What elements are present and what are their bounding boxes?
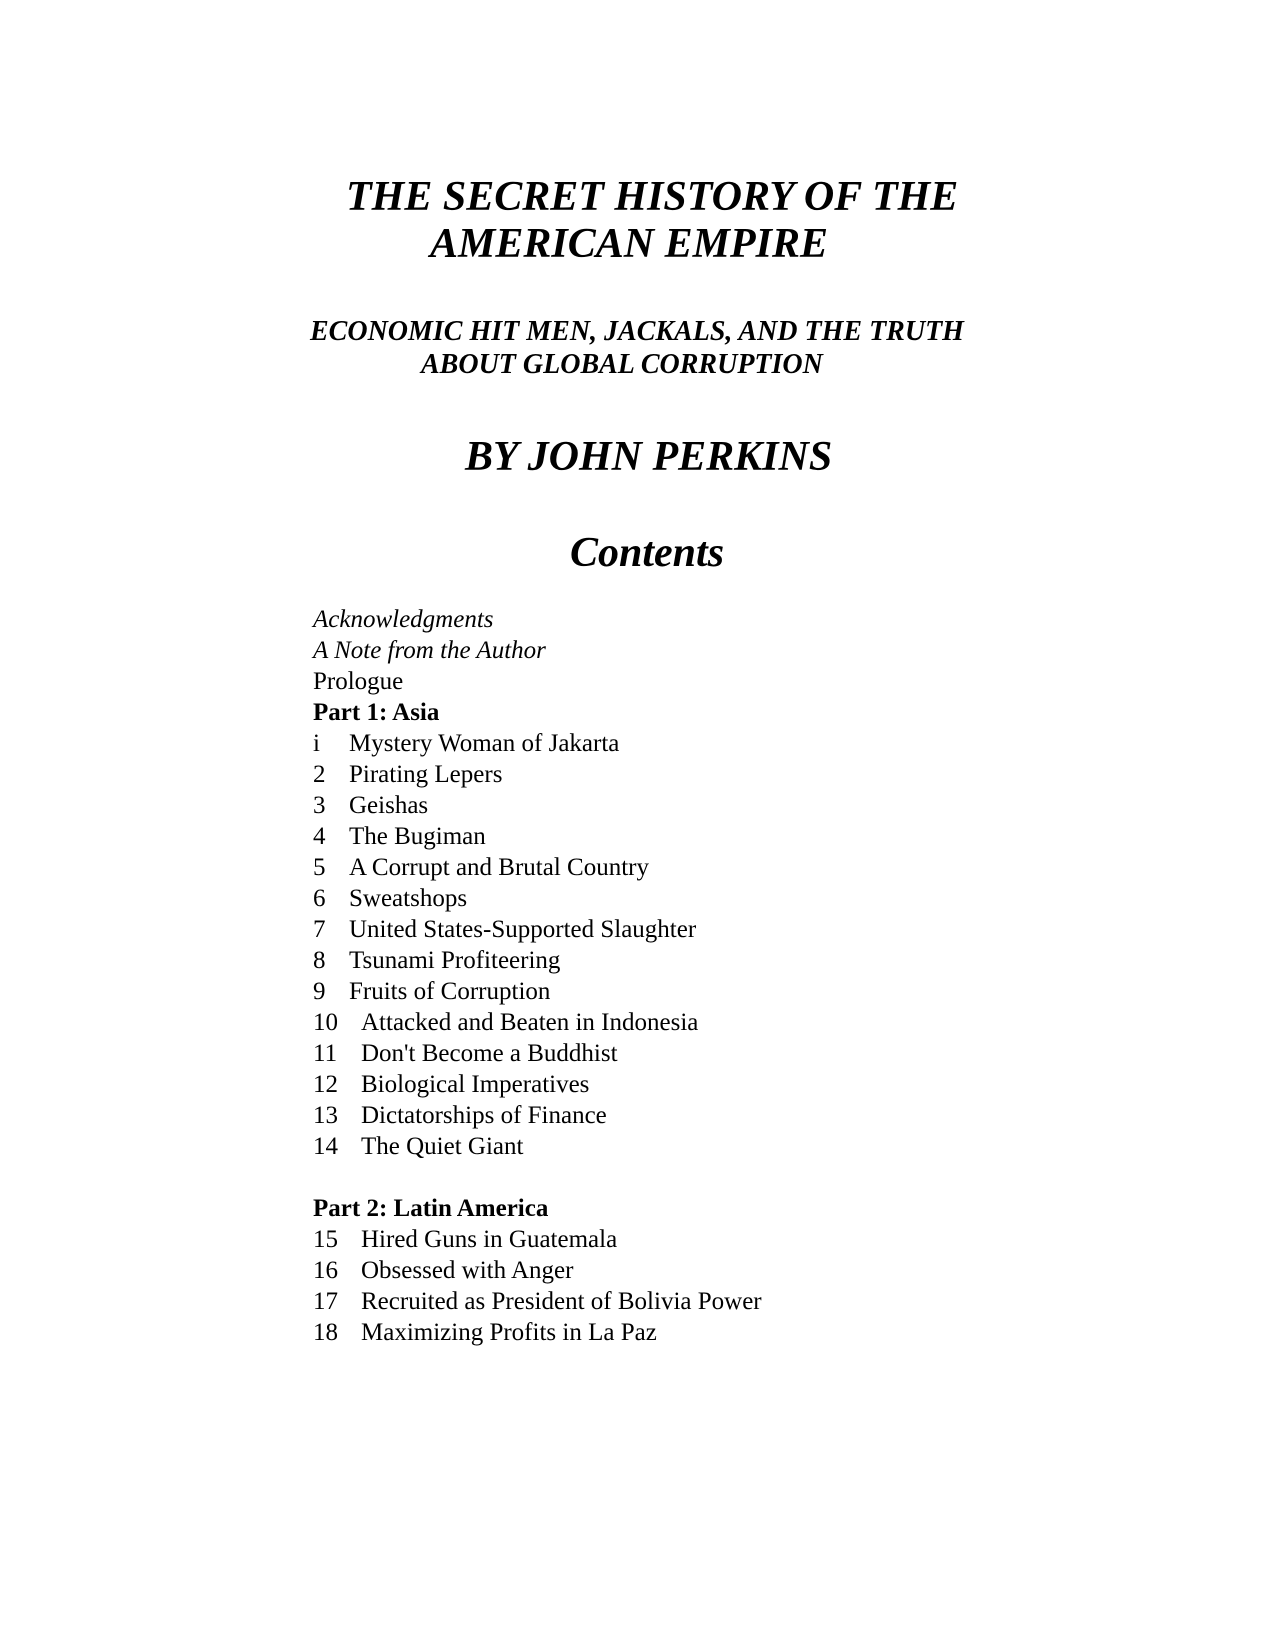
toc-chapter xyxy=(313,1255,1013,1286)
chapter-number: 8 xyxy=(313,947,326,974)
chapter-title: Mystery Woman of Jakarta xyxy=(349,730,620,757)
toc-acknowledgments: Acknowledgments xyxy=(313,606,494,633)
chapter-number: 7 xyxy=(313,916,326,943)
chapter-title: Attacked and Beaten in Indonesia xyxy=(361,1009,699,1036)
toc-chapter xyxy=(313,1131,1013,1162)
toc-part-1-chapters xyxy=(313,728,1013,1162)
toc-chapter xyxy=(313,1038,1013,1069)
chapter-number: 3 xyxy=(313,792,326,819)
book-subtitle-line-2: ABOUT GLOBAL CORRUPTION xyxy=(421,349,823,380)
chapter-number: 16 xyxy=(313,1257,338,1284)
toc-part-2-label: Part 2: Latin America xyxy=(313,1195,549,1222)
chapter-title: The Quiet Giant xyxy=(361,1133,524,1160)
chapter-title: Maximizing Profits in La Paz xyxy=(361,1319,657,1346)
chapter-number: 17 xyxy=(313,1288,338,1315)
toc-chapter xyxy=(313,728,1013,759)
toc-chapter xyxy=(313,1224,1013,1255)
chapter-number: 6 xyxy=(313,885,326,912)
toc-part-2-chapters xyxy=(313,1224,1013,1348)
toc-chapter xyxy=(313,976,1013,1007)
chapter-title: United States-Supported Slaughter xyxy=(349,916,697,943)
chapter-title: Biological Imperatives xyxy=(361,1071,590,1098)
chapter-number: 15 xyxy=(313,1226,338,1253)
contents-heading: Contents xyxy=(570,530,725,576)
chapter-title: A Corrupt and Brutal Country xyxy=(349,854,649,881)
toc-chapter xyxy=(313,1317,1013,1348)
chapter-title: The Bugiman xyxy=(349,823,486,850)
toc-chapter xyxy=(313,914,1013,945)
book-subtitle-line-1: ECONOMIC HIT MEN, JACKALS, AND THE TRUTH xyxy=(310,316,964,347)
toc-chapter xyxy=(313,852,1013,883)
chapter-number: 18 xyxy=(313,1319,338,1346)
chapter-number: 4 xyxy=(313,823,326,850)
chapter-number: 11 xyxy=(313,1040,338,1067)
book-title-line-2: AMERICAN EMPIRE xyxy=(430,221,828,267)
toc-chapter xyxy=(313,1100,1013,1131)
chapter-title: Sweatshops xyxy=(349,885,468,912)
table-of-contents xyxy=(313,604,1013,1348)
toc-chapter xyxy=(313,883,1013,914)
chapter-number: 2 xyxy=(313,761,326,788)
chapter-title: Dictatorships of Finance xyxy=(361,1102,607,1129)
toc-part-1-label: Part 1: Asia xyxy=(313,699,440,726)
chapter-title: Fruits of Corruption xyxy=(349,978,551,1005)
toc-prologue: Prologue xyxy=(313,668,404,695)
chapter-title: Don't Become a Buddhist xyxy=(361,1040,618,1067)
toc-chapter xyxy=(313,945,1013,976)
author-line: BY JOHN PERKINS xyxy=(465,434,833,480)
toc-author-note: A Note from the Author xyxy=(313,637,546,664)
chapter-title: Recruited as President of Bolivia Power xyxy=(361,1288,762,1315)
chapter-number: 5 xyxy=(313,854,326,881)
toc-chapter xyxy=(313,821,1013,852)
chapter-title: Obsessed with Anger xyxy=(361,1257,574,1284)
chapter-number: 14 xyxy=(313,1133,338,1160)
chapter-title: Tsunami Profiteering xyxy=(349,947,561,974)
toc-chapter xyxy=(313,759,1013,790)
chapter-number: 12 xyxy=(313,1071,338,1098)
book-title-line-1: THE SECRET HISTORY OF THE xyxy=(346,174,959,220)
chapter-number: i xyxy=(313,730,320,757)
chapter-title: Geishas xyxy=(349,792,429,819)
chapter-number: 9 xyxy=(313,978,326,1005)
toc-chapter xyxy=(313,1286,1013,1317)
toc-chapter xyxy=(313,1007,1013,1038)
toc-spacer xyxy=(313,1162,1013,1193)
chapter-number: 10 xyxy=(313,1009,338,1036)
toc-chapter xyxy=(313,1069,1013,1100)
toc-chapter xyxy=(313,790,1013,821)
chapter-title: Pirating Lepers xyxy=(349,761,503,788)
chapter-title: Hired Guns in Guatemala xyxy=(361,1226,618,1253)
chapter-number: 13 xyxy=(313,1102,338,1129)
